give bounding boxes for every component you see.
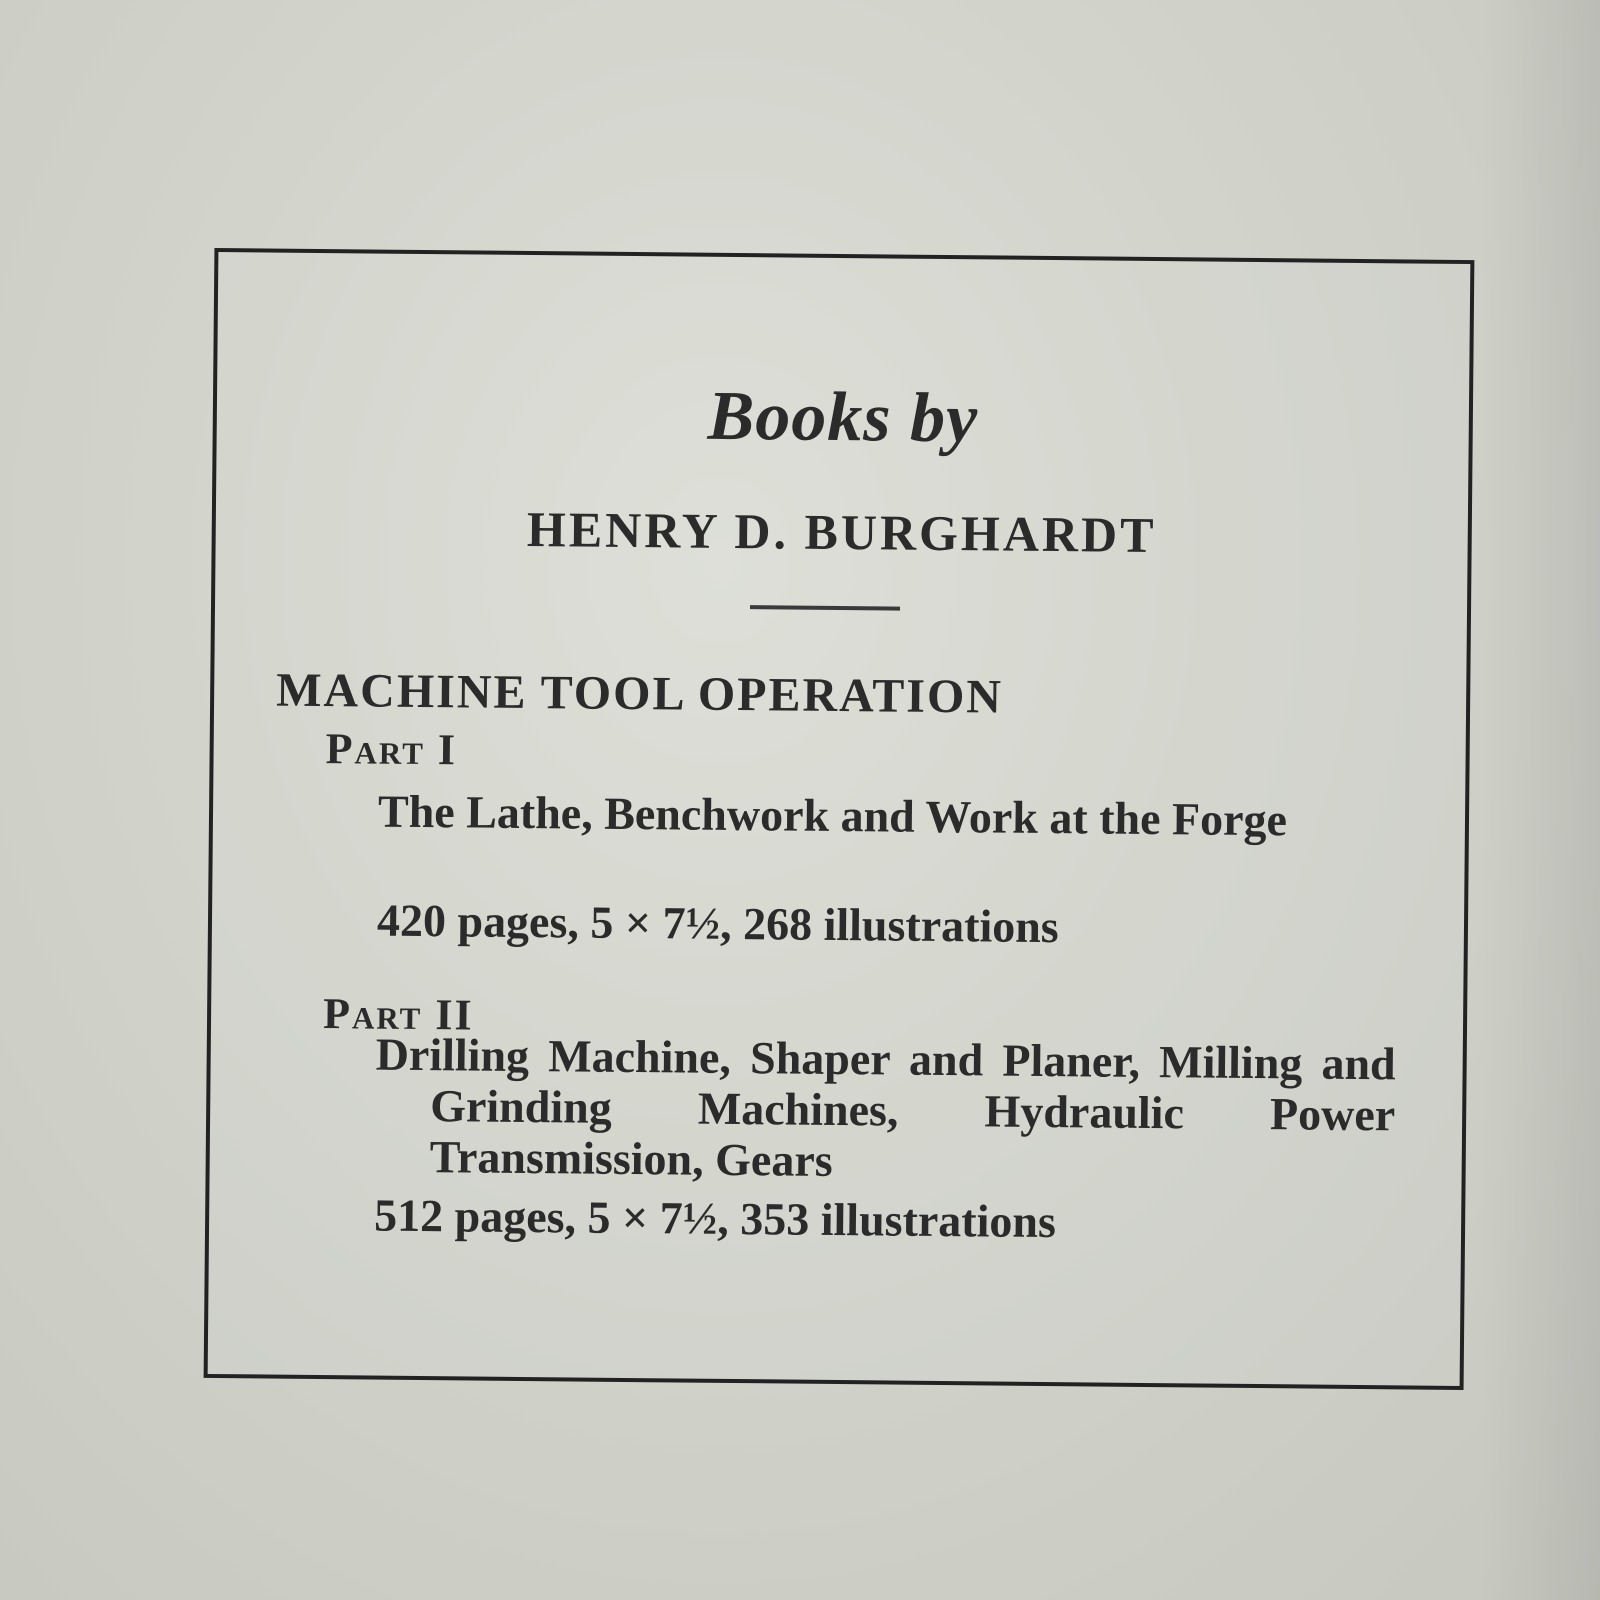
page-edge-shadow bbox=[1480, 0, 1600, 1600]
part-1-specs: 420 pages, 5 × 7½, 268 illustrations bbox=[376, 894, 1059, 953]
divider-rule bbox=[750, 605, 900, 610]
part-2-label: Part II bbox=[322, 989, 474, 1040]
part-2-specs: 512 pages, 5 × 7½, 353 illustrations bbox=[373, 1189, 1057, 1248]
books-by-heading: Books by bbox=[707, 377, 979, 458]
author-name: HENRY D. BURGHARDT bbox=[526, 500, 1157, 564]
part-1-label: Part I bbox=[325, 724, 458, 775]
series-title: MACHINE TOOL OPERATION bbox=[275, 663, 1004, 724]
part-1-description: The Lathe, Benchwork and Work at the Forge bbox=[377, 785, 1288, 846]
book-list-frame bbox=[204, 248, 1475, 1390]
part-2-description: Drilling Machine, Shaper and Planer, Milling and Grinding Machines, Hydraulic Power Transmission, Gears bbox=[375, 1028, 1396, 1186]
